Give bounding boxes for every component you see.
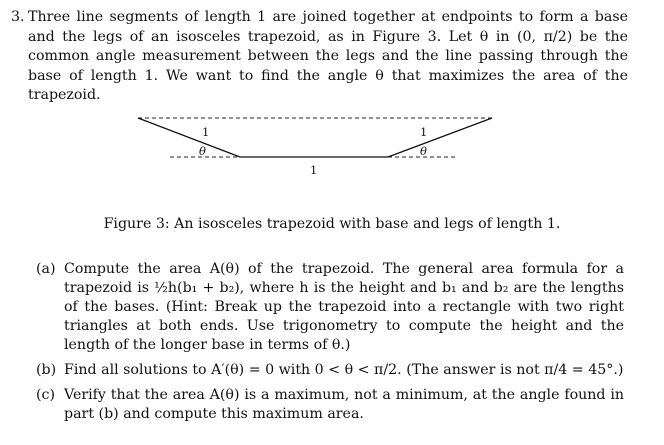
part-a	[36, 260, 636, 355]
part-a-text: Compute the area A(θ) of the trapezoid. The general area formula for a trapezoid is ½h(b₁ + b₂), where h is the height and b₁ and b₂ are the lengths of the bases. (Hint: Break up the trapezoid into a rectangle with two right triangles at both ends. Use trigonometry to compute the height and the length of the longer base in terms of θ.)	[64, 261, 624, 353]
base-label: 1	[310, 163, 318, 177]
part-c-text: Verify that the area A(θ) is a maximum, not a minimum, at the angle found in part (b) and compute this maximum area.	[64, 387, 624, 422]
part-c	[36, 386, 636, 424]
right-angle-label: θ	[420, 144, 427, 158]
problem-number: 3.	[11, 9, 25, 25]
figure-caption: Figure 3: An isosceles trapezoid with base and legs of length 1.	[103, 216, 561, 232]
problem-statement: Three line segments of length 1 are joined together at endpoints to form a base and the legs of an isosceles trapezoid, as in Figure 3. Let θ in (0, π/2) be the common angle measurement between the legs and the line passing through the base of length 1. We want to find the angle θ that maximizes the area of the trapezoid.	[28, 9, 628, 103]
part-b-label: (b)	[36, 362, 57, 378]
part-b-text: Find all solutions to A′(θ) = 0 with 0 < θ < π/2. (The answer is not π/4 = 45°.)	[64, 362, 624, 378]
left-leg-label: 1	[202, 125, 210, 139]
trapezoid-diagram	[130, 112, 500, 188]
part-c-label: (c)	[36, 387, 56, 403]
left-angle-label: θ	[199, 144, 206, 158]
left-leg	[138, 118, 240, 157]
trapezoid-figure	[130, 112, 500, 188]
right-leg	[388, 118, 492, 157]
part-b	[36, 361, 636, 380]
right-leg-label: 1	[420, 125, 428, 139]
part-a-label: (a)	[36, 261, 56, 277]
problem-parts	[36, 260, 636, 430]
